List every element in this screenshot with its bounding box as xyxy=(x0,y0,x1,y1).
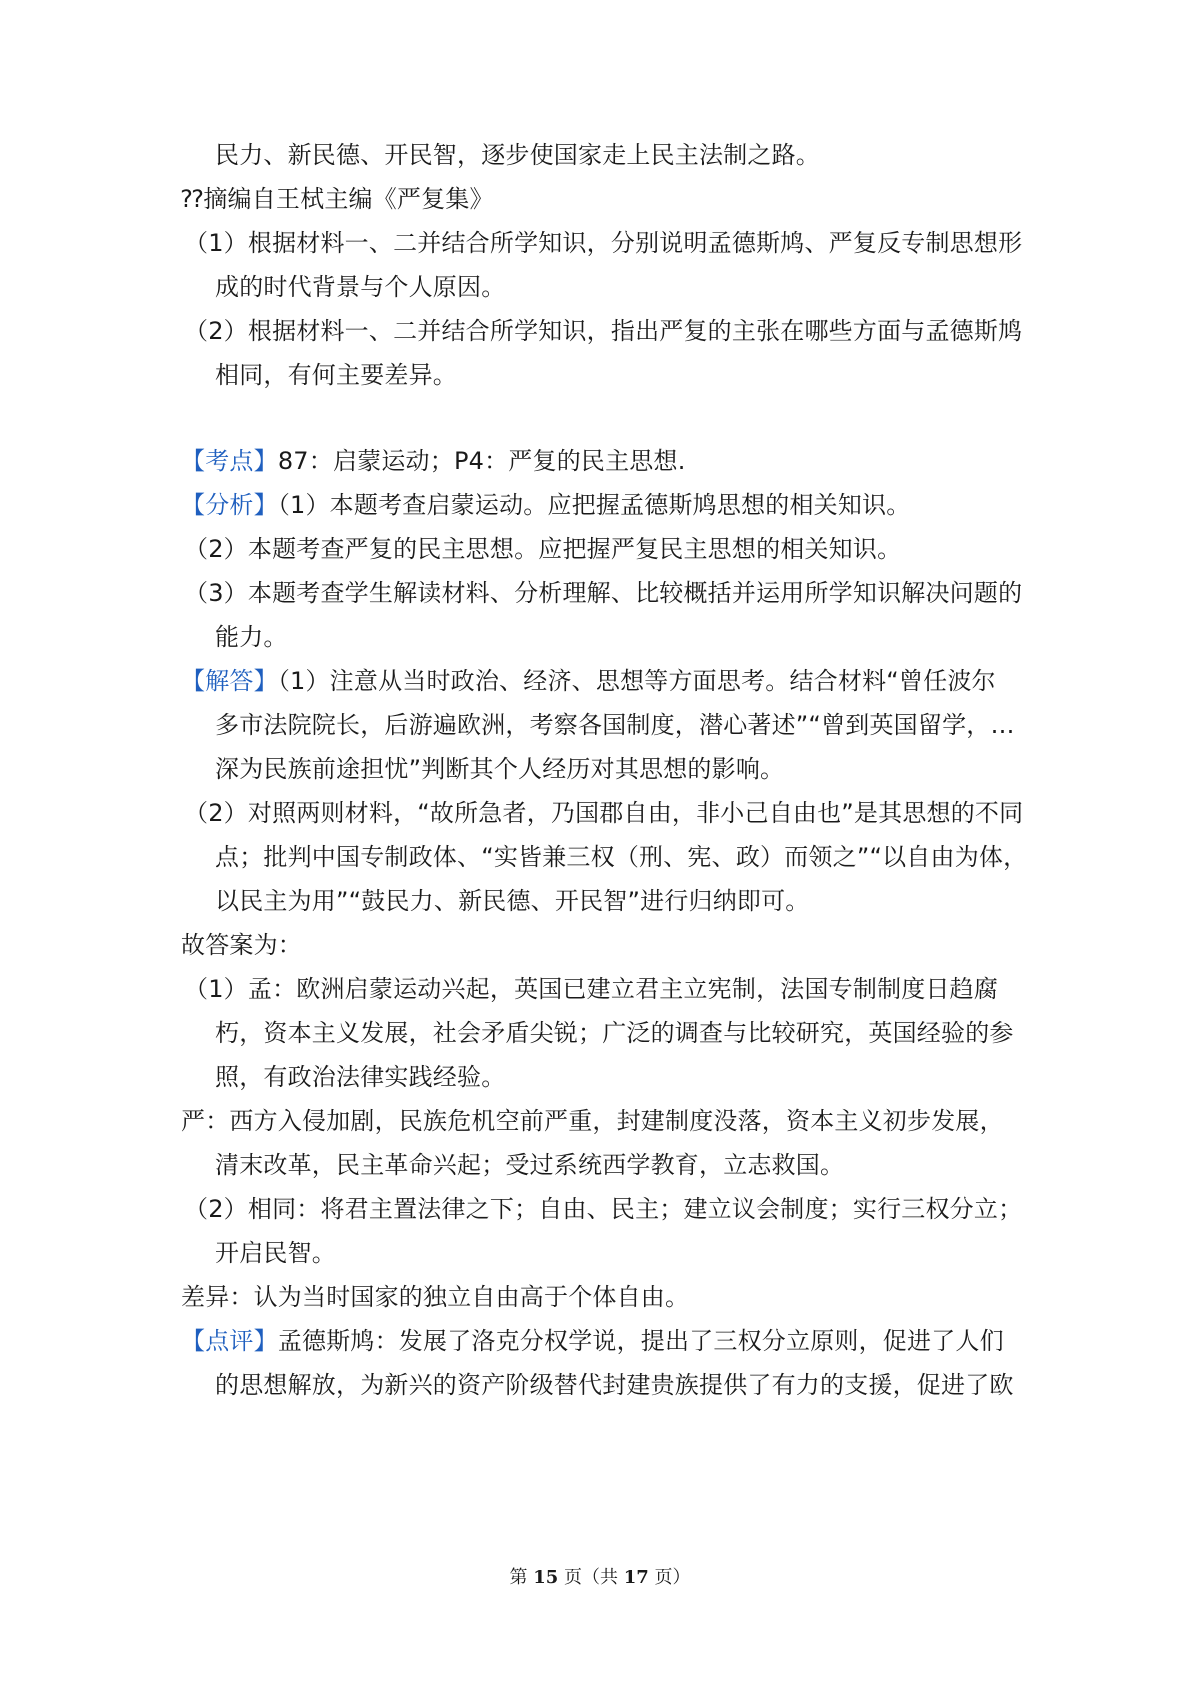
question-text: 相同，有何主要差异。 xyxy=(215,361,457,389)
answer-line-5 xyxy=(0,1148,1200,1182)
fenxi-text: 能力。 xyxy=(215,623,288,651)
question-text: （2）根据材料一、二并结合所学知识，指出严复的主张在哪些方面与孟德斯鸠 xyxy=(184,317,1023,345)
jieda-text: （2）对照两则材料，“故所急者，乃国郡自由，非小己自由也”是其思想的不同 xyxy=(184,799,1024,827)
jieda-line xyxy=(0,664,1200,698)
fenxi-line-2 xyxy=(0,532,1200,566)
current-page-number: 15 xyxy=(533,1567,559,1588)
source-citation xyxy=(0,182,1200,216)
jieda-line-4 xyxy=(0,796,1200,830)
jieda-text: （1）注意从当时政治、经济、思想等方面思考。结合材料“曾任波尔 xyxy=(277,667,996,695)
answer-line-6 xyxy=(0,1192,1200,1226)
answer-line-7 xyxy=(0,1236,1200,1270)
answer-text: （2）相同：将君主置法律之下；自由、民主；建立议会制度；实行三权分立； xyxy=(184,1195,1023,1223)
answer-text: 朽，资本主义发展，社会矛盾尖锐；广泛的调查与比较研究，英国经验的参 xyxy=(215,1019,1014,1047)
kaodian-tag: 【考点】 xyxy=(181,447,278,475)
dianping-line-2 xyxy=(0,1368,1200,1402)
footer-suffix: 页） xyxy=(648,1567,691,1588)
dianping-text: 的思想解放，为新兴的资产阶级替代封建贵族提供了有力的支援，促进了欧 xyxy=(215,1371,1014,1399)
kaodian-text: 87：启蒙运动；P4：严复的民主思想. xyxy=(277,447,686,475)
footer-middle: 页（共 xyxy=(558,1567,624,1588)
dianping-tag: 【点评】 xyxy=(181,1327,278,1355)
fenxi-line-4 xyxy=(0,620,1200,654)
question-text: （1）根据材料一、二并结合所学知识，分别说明孟德斯鸠、严复反专制思想形 xyxy=(184,229,1023,257)
total-pages-number: 17 xyxy=(623,1567,649,1588)
jieda-text: 点；批判中国专制政体、“实皆兼三权（刑、宪、政）而领之”“以自由为体， xyxy=(215,843,1028,871)
fenxi-text: （2）本题考查严复的民主思想。应把握严复民主思想的相关知识。 xyxy=(184,535,902,563)
jieda-line-6 xyxy=(0,884,1200,918)
material-continuation-line xyxy=(0,138,1200,172)
fenxi-line xyxy=(0,488,1200,522)
answer-line-4 xyxy=(0,1104,1200,1138)
dianping-text: 孟德斯鸠：发展了洛克分权学说，提出了三权分立原则，促进了人们 xyxy=(277,1327,1004,1355)
jieda-text: 多市法院院长，后游遍欧洲，考察各国制度，潜心著述”“曾到英国留学，… xyxy=(215,711,1015,739)
kaodian-line xyxy=(0,444,1200,478)
fenxi-text: （3）本题考查学生解读材料、分析理解、比较概括并运用所学知识解决问题的 xyxy=(184,579,1023,607)
question-2-line-1 xyxy=(0,314,1200,348)
material-text: 民力、新民德、开民智，逐步使国家走上民主法制之路。 xyxy=(215,141,820,169)
question-1-line-2 xyxy=(0,270,1200,304)
answer-line-3 xyxy=(0,1060,1200,1094)
footer-prefix: 第 xyxy=(509,1567,534,1588)
fenxi-tag: 【分析】 xyxy=(181,491,278,519)
question-1-line-1 xyxy=(0,226,1200,260)
jieda-line-2 xyxy=(0,708,1200,742)
answer-heading xyxy=(0,928,1200,962)
answer-line-2 xyxy=(0,1016,1200,1050)
jieda-tag: 【解答】 xyxy=(181,667,278,695)
jieda-text: 以民主为用”“鼓民力、新民德、开民智”进行归纳即可。 xyxy=(215,887,810,915)
answer-line-1 xyxy=(0,972,1200,1006)
answer-text: 照，有政治法律实践经验。 xyxy=(215,1063,506,1091)
dianping-line xyxy=(0,1324,1200,1358)
source-text: ⁇摘编自王栻主编《严复集》 xyxy=(181,185,494,213)
fenxi-line-3 xyxy=(0,576,1200,610)
answer-text: 清末改革，民主革命兴起；受过系统西学教育，立志救国。 xyxy=(215,1151,845,1179)
fenxi-text: （1）本题考查启蒙运动。应把握孟德斯鸠思想的相关知识。 xyxy=(277,491,911,519)
question-2-line-2 xyxy=(0,358,1200,392)
page-footer xyxy=(0,1566,1200,1590)
answer-text: 严：西方入侵加剧，民族危机空前严重，封建制度没落，资本主义初步发展， xyxy=(181,1107,1004,1135)
jieda-line-5 xyxy=(0,840,1200,874)
answer-text: （1）孟：欧洲启蒙运动兴起，英国已建立君主立宪制，法国专制制度日趋腐 xyxy=(184,975,999,1003)
jieda-line-3 xyxy=(0,752,1200,786)
answer-heading-text: 故答案为： xyxy=(181,931,302,959)
answer-text: 开启民智。 xyxy=(215,1239,336,1267)
jieda-text: 深为民族前途担忧”判断其个人经历对其思想的影响。 xyxy=(215,755,785,783)
answer-text: 差异：认为当时国家的独立自由高于个体自由。 xyxy=(181,1283,690,1311)
question-text: 成的时代背景与个人原因。 xyxy=(215,273,506,301)
answer-line-8 xyxy=(0,1280,1200,1314)
